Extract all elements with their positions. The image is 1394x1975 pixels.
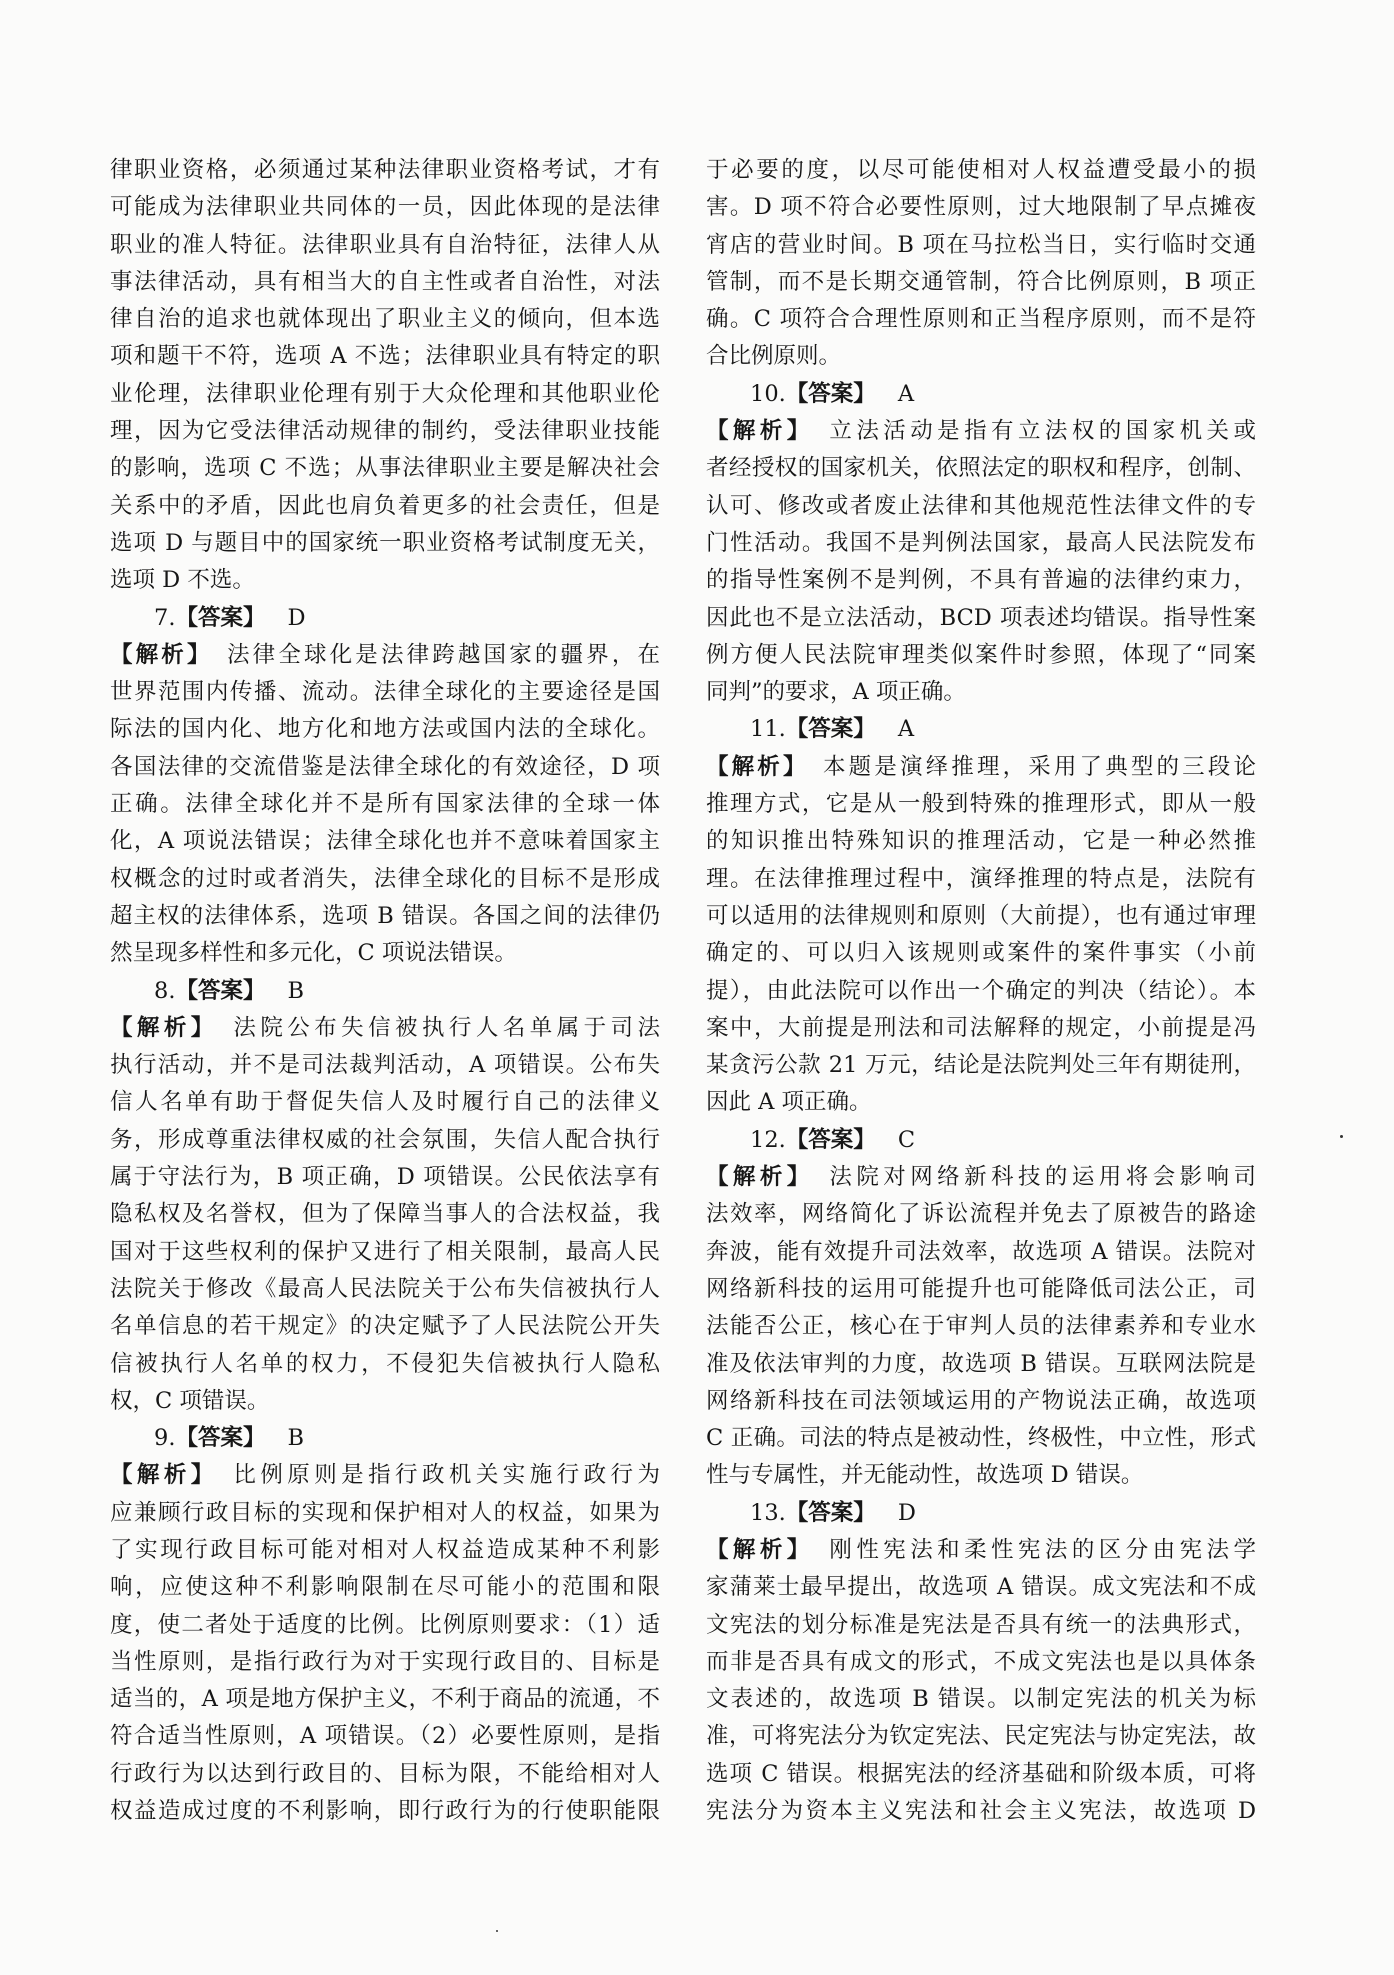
text-line: 权概念的过时或者消失，法律全球化的目标不是形成: [110, 865, 660, 892]
question-number: 11.: [750, 716, 786, 743]
text-line: 害。D 项不符合必要性原则，过大地限制了早点摊夜: [706, 194, 1256, 221]
text-line: 例方便人民法院审理类似案件时参照，体现了“同案: [706, 641, 1256, 668]
text-line: 选项 D 与题目中的国家统一职业资格考试制度无关，: [110, 529, 660, 556]
text-line: 门性活动。我国不是判例法国家，最高人民法院发布: [706, 529, 1256, 556]
text-line: 家蒲莱士最早提出，故选项 A 错误。成文宪法和不成: [706, 1574, 1256, 1601]
analysis-line: [706, 749, 1256, 786]
answer-value: A: [897, 380, 915, 407]
text-line: 符合适当性原则，A 项错误。（2）必要性原则，是指: [110, 1723, 660, 1750]
question-number: 8.: [154, 977, 176, 1004]
analysis-label: 【解析】: [706, 1164, 803, 1191]
text-line: 选项 C 错误。根据宪法的经济基础和阶级本质，可将: [706, 1760, 1256, 1787]
text-line: 的影响，选项 C 不选；从事法律职业主要是解决社会: [110, 455, 660, 482]
text-line: 务，形成尊重法律权威的社会氛围，失信人配合执行: [110, 1126, 660, 1153]
answer-value: B: [287, 977, 305, 1004]
analysis-label: 【解析】: [110, 1014, 207, 1041]
left-text-column: [110, 152, 660, 1830]
answer-line: [110, 973, 660, 1010]
analysis-text: 刚性宪法和柔性宪法的区分由宪法学: [802, 1536, 1256, 1563]
analysis-text: 立法活动是指有立法权的国家机关或: [802, 418, 1256, 445]
analysis-line: [110, 637, 660, 674]
text-line: 性与专属性，并无能动性，故选项 D 错误。: [706, 1462, 1144, 1489]
answer-line: [706, 376, 1256, 413]
answer-label: 【答案】: [785, 1499, 876, 1526]
text-line: 某贪污公款 21 万元，结论是法院判处三年有期徒刑，: [706, 1052, 1256, 1079]
text-line: 确定的、可以归入该规则或案件的案件事实（小前: [706, 940, 1256, 967]
text-line: 权，C 项错误。: [110, 1387, 270, 1414]
analysis-label: 【解析】: [110, 1462, 207, 1489]
text-line: 提），由此法院可以作出一个确定的判决（结论）。本: [706, 977, 1256, 1004]
scan-speck: [1340, 1135, 1343, 1138]
text-line: 案中，大前提是刑法和司法解释的规定，小前提是冯: [706, 1014, 1256, 1041]
text-line: 推理方式，它是从一般到特殊的推理形式，即从一般: [706, 791, 1256, 818]
text-line: 响，应使这种不利影响限制在尽可能小的范围和限: [110, 1574, 660, 1601]
text-line: 法效率，网络简化了诉讼流程并免去了原被告的路途: [706, 1201, 1256, 1228]
text-line: 准及依法审判的力度，故选项 B 错误。互联网法院是: [706, 1350, 1256, 1377]
text-line: 宵店的营业时间。B 项在马拉松当日，实行临时交通: [706, 231, 1256, 258]
text-line: 法能否公正，核心在于审判人员的法律素养和专业水: [706, 1313, 1256, 1340]
answer-label: 【答案】: [785, 716, 876, 743]
text-line: 当性原则，是指行政行为对于实现行政目的、目标是: [110, 1648, 660, 1675]
text-line: 选项 D 不选。: [110, 567, 255, 594]
analysis-text: 法院公布失信被执行人名单属于司法: [206, 1014, 660, 1041]
text-line: 信被执行人名单的权力，不侵犯失信被执行人隐私: [110, 1350, 660, 1377]
question-number: 10.: [750, 380, 786, 407]
analysis-label: 【解析】: [110, 641, 202, 668]
analysis-line: [706, 1159, 1256, 1196]
text-line: 隐私权及名誉权，但为了保障当事人的合法权益，我: [110, 1201, 660, 1228]
text-line: 职业的准人特征。法律职业具有自治特征，法律人从: [110, 231, 660, 258]
text-line: 于必要的度，以尽可能使相对人权益遭受最小的损: [706, 157, 1256, 183]
analysis-line: [706, 1532, 1256, 1569]
scan-speck: [496, 1930, 498, 1932]
text-line: 理。在法律推理过程中，演绎推理的特点是，法院有: [706, 865, 1256, 892]
text-line: 奔波，能有效提升司法效率，故选项 A 错误。法院对: [706, 1238, 1256, 1265]
text-line: 同判”的要求，A 项正确。: [706, 679, 966, 706]
question-number: 12.: [750, 1126, 786, 1153]
answer-line: [110, 600, 660, 637]
answer-value: A: [897, 716, 915, 743]
text-line: 然呈现多样性和多元化，C 项说法错误。: [110, 940, 517, 967]
text-line: 世界范围内传播、流动。法律全球化的主要途径是国: [110, 679, 660, 706]
text-line: 者经授权的国家机关，依照法定的职权和程序，创制、: [706, 455, 1256, 482]
text-line: C 正确。司法的特点是被动性，终极性，中立性，形式: [706, 1425, 1256, 1452]
text-line: 律职业资格，必须通过某种法律职业资格考试，才有: [110, 157, 660, 183]
text-line: 法院关于修改《最高人民法院关于公布失信被执行人: [110, 1275, 660, 1302]
analysis-text: 比例原则是指行政机关实施行政行为: [206, 1462, 660, 1489]
text-line: 网络新科技在司法领域运用的产物说法正确，故选项: [706, 1387, 1256, 1414]
text-line: 信人名单有助于督促失信人及时履行自己的法律义: [110, 1089, 660, 1116]
text-line: 网络新科技的运用可能提升也可能降低司法公正，司: [706, 1275, 1256, 1302]
question-number: 7.: [154, 604, 176, 631]
text-line: 认可、修改或者废止法律和其他规范性法律文件的专: [706, 492, 1256, 519]
text-line: 项和题干不符，选项 A 不选；法律职业具有特定的职: [110, 343, 660, 370]
text-line: 文表述的，故选项 B 错误。以制定宪法的机关为标: [706, 1686, 1256, 1713]
text-line: 合比例原则。: [706, 343, 842, 370]
text-line: 而非是否具有成文的形式，不成文宪法也是以具体条: [706, 1648, 1256, 1675]
text-line: 适当的，A 项是地方保护主义，不利于商品的流通，不: [110, 1686, 660, 1713]
analysis-line: [706, 413, 1256, 450]
analysis-label: 【解析】: [706, 418, 803, 445]
analysis-label: 【解析】: [706, 753, 798, 780]
answer-value: B: [287, 1425, 305, 1452]
text-line: 关系中的矛盾，因此也肩负着更多的社会责任，但是: [110, 492, 660, 519]
right-text-column: [706, 152, 1256, 1830]
answer-label: 【答案】: [175, 977, 266, 1004]
text-line: 因此 A 项正确。: [706, 1089, 872, 1116]
analysis-text: 法律全球化是法律跨越国家的疆界，在: [201, 641, 660, 668]
text-line: 属于守法行为，B 项正确，D 项错误。公民依法享有: [110, 1164, 660, 1191]
answer-label: 【答案】: [175, 604, 266, 631]
analysis-text: 本题是演绎推理，采用了典型的三段论: [797, 753, 1256, 780]
text-line: 际法的国内化、地方化和地方法或国内法的全球化。: [110, 716, 660, 743]
text-line: 了实现行政目标可能对相对人权益造成某种不利影: [110, 1536, 660, 1563]
answer-line: [706, 1495, 1256, 1532]
text-line: 准，可将宪法分为钦定宪法、民定宪法与协定宪法，故: [706, 1723, 1256, 1750]
analysis-line: [110, 1457, 660, 1494]
text-line: 名单信息的若干规定》的决定赋予了人民法院公开失: [110, 1313, 660, 1340]
answer-label: 【答案】: [785, 380, 876, 407]
text-line: 化，A 项说法错误；法律全球化也并不意味着国家主: [110, 828, 660, 855]
text-line: 行政行为以达到行政目的、目标为限，不能给相对人: [110, 1760, 660, 1787]
text-line: 文宪法的划分标准是宪法是否具有统一的法典形式，: [706, 1611, 1256, 1638]
text-line: 各国法律的交流借鉴是法律全球化的有效途径，D 项: [110, 753, 660, 780]
question-number: 13.: [750, 1499, 786, 1526]
text-line: 因此也不是立法活动，BCD 项表述均错误。指导性案: [706, 604, 1256, 631]
text-line: 可能成为法律职业共同体的一员，因此体现的是法律: [110, 194, 660, 221]
text-line: 宪法分为资本主义宪法和社会主义宪法，故选项 D: [706, 1798, 1256, 1825]
answer-line: [706, 711, 1256, 748]
text-line: 管制，而不是长期交通管制，符合比例原则，B 项正: [706, 268, 1256, 295]
text-line: 律自治的追求也就体现出了职业主义的倾向，但本选: [110, 306, 660, 333]
text-line: 正确。法律全球化并不是所有国家法律的全球一体: [110, 791, 660, 818]
answer-line: [706, 1122, 1256, 1159]
text-line: 权益造成过度的不利影响，即行政行为的行使职能限: [110, 1798, 660, 1825]
text-line: 理，因为它受法律活动规律的制约，受法律职业技能: [110, 418, 660, 445]
text-line: 执行活动，并不是司法裁判活动，A 项错误。公布失: [110, 1052, 660, 1079]
text-line: 国对于这些权利的保护又进行了相关限制，最高人民: [110, 1238, 660, 1265]
question-number: 9.: [154, 1425, 176, 1452]
text-line: 业伦理，法律职业伦理有别于大众伦理和其他职业伦: [110, 380, 660, 407]
answer-line: [110, 1420, 660, 1457]
text-line: 度，使二者处于适度的比例。比例原则要求：（1）适: [110, 1611, 660, 1638]
text-line: 事法律活动，具有相当大的自主性或者自治性，对法: [110, 268, 660, 295]
analysis-label: 【解析】: [706, 1536, 803, 1563]
text-line: 应兼顾行政目标的实现和保护相对人的权益，如果为: [110, 1499, 660, 1526]
text-line: 的指导性案例不是判例，不具有普遍的法律约束力，: [706, 567, 1256, 594]
answer-label: 【答案】: [785, 1126, 876, 1153]
answer-value: D: [897, 1499, 916, 1526]
answer-label: 【答案】: [175, 1425, 266, 1452]
answer-value: D: [287, 604, 306, 631]
text-line: 的知识推出特殊知识的推理活动，它是一种必然推: [706, 828, 1256, 855]
answer-value: C: [897, 1126, 916, 1153]
analysis-text: 法院对网络新科技的运用将会影响司: [802, 1164, 1256, 1191]
analysis-line: [110, 1010, 660, 1047]
text-line: 确。C 项符合合理性原则和正当程序原则，而不是符: [706, 306, 1256, 333]
text-line: 可以适用的法律规则和原则（大前提），也有通过审理: [706, 902, 1256, 929]
text-line: 超主权的法律体系，选项 B 错误。各国之间的法律仍: [110, 902, 660, 929]
